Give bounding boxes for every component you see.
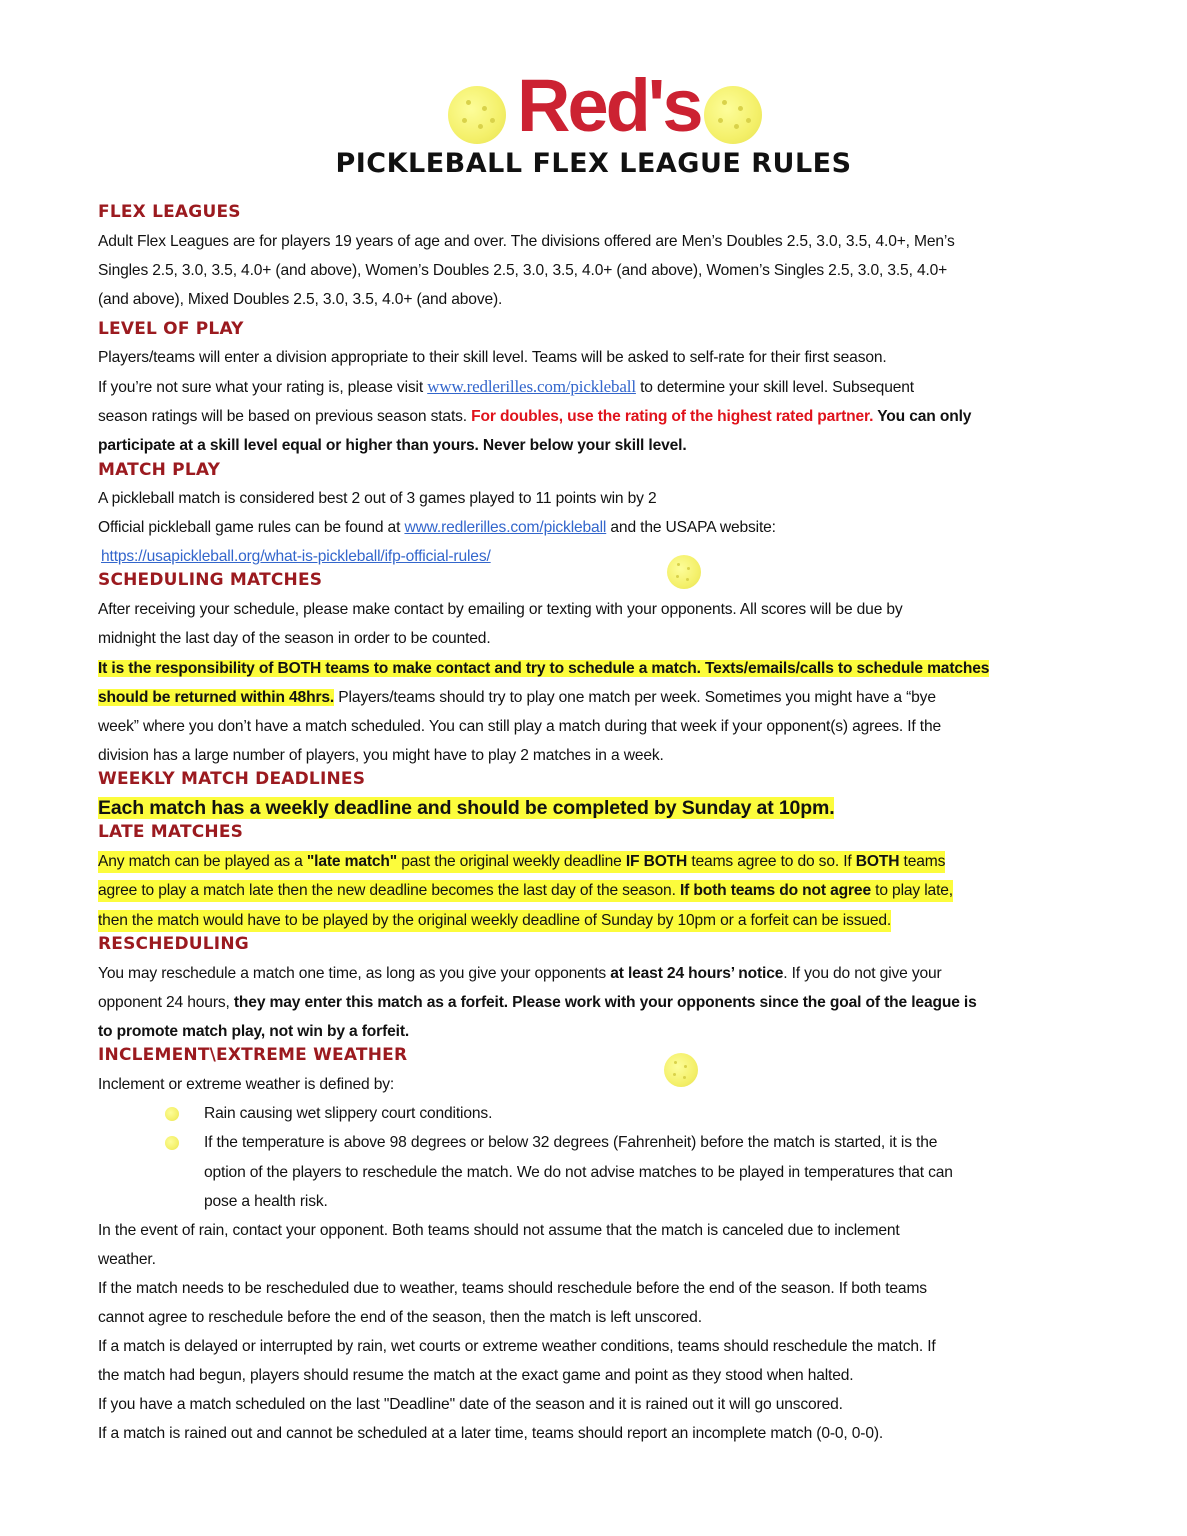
- paragraph-line: week” where you don’t have a match scheduled. You can still play a match during that week if your opponent(s) agrees. If the: [98, 718, 942, 735]
- reds-website-link[interactable]: www.redlerilles.com/pickleball: [404, 519, 607, 536]
- text: teams agree to do so. If: [687, 853, 856, 870]
- bold-text: at least 24 hours’ notice: [610, 965, 784, 982]
- section-heading-late-matches: LATE MATCHES: [98, 822, 244, 842]
- text: to determine your skill level. Subsequent: [635, 379, 914, 396]
- section-heading-weekly-match-deadlines: WEEKLY MATCH DEADLINES: [98, 769, 366, 789]
- list-item: Rain causing wet slippery court conditions.: [204, 1105, 493, 1122]
- paragraph-line: [98, 658, 989, 680]
- paragraph-line: participate at a skill level equal or higher than yours. Never below your skill level.: [98, 437, 687, 454]
- list-item-continuation: option of the players to reschedule the match. We do not advise matches to be played in temperatures that can: [204, 1164, 953, 1181]
- text: and the USAPA website:: [606, 519, 776, 536]
- paragraph-line: After receiving your schedule, please make contact by emailing or texting with your opponents. All scores will be due by: [98, 601, 903, 618]
- paragraph-line: then the match would have to be played by the original weekly deadline of Sunday by 10pm or a forfeit can be issued.: [98, 910, 891, 932]
- pickleball-icon: [704, 86, 762, 144]
- reds-website-link[interactable]: www.redlerilles.com/pickleball: [427, 377, 636, 396]
- paragraph-line: In the event of rain, contact your opponent. Both teams should not assume that the match is canceled due to inclement: [98, 1222, 900, 1239]
- pickleball-icon: [448, 86, 506, 144]
- reds-logo: [448, 64, 758, 150]
- highlighted-text: should be returned within 48hrs.: [98, 689, 335, 706]
- paragraph-line: Singles 2.5, 3.0, 3.5, 4.0+ (and above), Women’s Doubles 2.5, 3.0, 3.5, 4.0+ (and above), Women’s Singles 2.5, 3.0, 3.5, 4.0+: [98, 262, 948, 279]
- text: opponent 24 hours,: [98, 994, 234, 1011]
- text: past the original weekly deadline: [397, 853, 626, 870]
- bold-text: they may enter this match as a forfeit. Please work with your opponents since the goal of the league is: [233, 994, 977, 1011]
- paragraph-line: [98, 376, 914, 399]
- bold-text: If both teams do not agree: [679, 882, 871, 899]
- bold-text: You can only: [873, 408, 972, 425]
- text: agree to play a match late then the new deadline becomes the last day of the season.: [98, 882, 680, 899]
- text: Players/teams should try to play one match per week. Sometimes you might have a “bye: [334, 689, 936, 706]
- page-title: PICKLEBALL FLEX LEAGUE RULES: [335, 148, 852, 179]
- paragraph-line: midnight the last day of the season in order to be counted.: [98, 630, 491, 647]
- text: to play late,: [870, 882, 953, 899]
- paragraph-line: [98, 963, 942, 985]
- highlighted-text: Each match has a weekly deadline and should be completed by Sunday at 10pm.: [98, 797, 835, 819]
- paragraph-line: (and above), Mixed Doubles 2.5, 3.0, 3.5, 4.0+ (and above).: [98, 291, 503, 308]
- paragraph-line: weather.: [98, 1251, 156, 1268]
- section-heading-match-play: MATCH PLAY: [98, 460, 221, 480]
- paragraph-line: If you have a match scheduled on the last "Deadline" date of the season and it is rained out it will go unscored.: [98, 1396, 843, 1413]
- section-heading-rescheduling: RESCHEDULING: [98, 934, 249, 954]
- text: teams: [899, 853, 946, 870]
- paragraph-line: [98, 687, 936, 709]
- paragraph-line: to promote match play, not win by a forfeit.: [98, 1023, 410, 1040]
- paragraph-line: division has a large number of players, you might have to play 2 matches in a week.: [98, 747, 664, 764]
- section-heading-level-of-play: LEVEL OF PLAY: [98, 319, 244, 339]
- bold-text: "late match": [306, 853, 398, 870]
- usapa-rules-link[interactable]: https://usapickleball.org/what-is-pickleball/ifp-official-rules/: [101, 548, 491, 565]
- pickleball-bullet-icon: [165, 1107, 179, 1121]
- text: Any match can be played as a: [98, 853, 307, 870]
- text: season ratings will be based on previous season stats.: [98, 408, 472, 425]
- paragraph-line: [98, 406, 971, 428]
- bold-text: IF BOTH: [625, 853, 688, 870]
- emphasis-text: For doubles, use the rating of the highest rated partner.: [471, 408, 874, 425]
- logo-text: Red's: [517, 64, 701, 147]
- paragraph-line: If a match is rained out and cannot be scheduled at a later time, teams should report an incomplete match (0-0, 0-0).: [98, 1425, 884, 1442]
- paragraph-line: A pickleball match is considered best 2 out of 3 games played to 11 points win by 2: [98, 490, 657, 507]
- section-heading-scheduling-matches: SCHEDULING MATCHES: [98, 570, 323, 590]
- pickleball-icon: [667, 555, 701, 589]
- paragraph-line: cannot agree to reschedule before the end of the season, then the match is left unscored.: [98, 1309, 702, 1326]
- pickleball-icon: [664, 1053, 698, 1087]
- paragraph-line: If the match needs to be rescheduled due to weather, teams should reschedule before the end of the season. If both teams: [98, 1280, 927, 1297]
- paragraph-line: the match had begun, players should resume the match at the exact game and point as they stood when halted.: [98, 1367, 854, 1384]
- paragraph-line: Players/teams will enter a division appropriate to their skill level. Teams will be asked to self-rate for their first season.: [98, 349, 887, 366]
- list-item-continuation: pose a health risk.: [204, 1193, 328, 1210]
- paragraph-line: [98, 851, 945, 873]
- paragraph-line: [98, 795, 834, 823]
- text: Official pickleball game rules can be found at: [98, 519, 405, 536]
- section-heading-flex-leagues: FLEX LEAGUES: [98, 202, 241, 222]
- section-heading-inclement-weather: INCLEMENT\EXTREME WEATHER: [98, 1045, 408, 1065]
- bold-text: BOTH: [855, 853, 900, 870]
- paragraph-line: Inclement or extreme weather is defined by:: [98, 1076, 395, 1093]
- text: . If you do not give your: [783, 965, 942, 982]
- paragraph-line: Adult Flex Leagues are for players 19 years of age and over. The divisions offered are Men’s Doubles 2.5, 3.0, 3.5, 4.0+, Men’s: [98, 233, 955, 250]
- text: You may reschedule a match one time, as long as you give your opponents: [98, 965, 611, 982]
- highlighted-text: It is the responsibility of BOTH teams to make contact and try to schedule a match. Texts/emails/calls to schedule matches: [98, 660, 990, 677]
- list-item: If the temperature is above 98 degrees or below 32 degrees (Fahrenheit) before the match is started, it is the: [204, 1134, 938, 1151]
- paragraph-line: [98, 880, 953, 902]
- text: If you’re not sure what your rating is, please visit: [98, 379, 428, 396]
- paragraph-line: [101, 546, 491, 568]
- paragraph-line: If a match is delayed or interrupted by rain, wet courts or extreme weather conditions, teams should reschedule the match. If: [98, 1338, 936, 1355]
- paragraph-line: [98, 992, 977, 1014]
- pickleball-bullet-icon: [165, 1136, 179, 1150]
- paragraph-line: [98, 517, 776, 539]
